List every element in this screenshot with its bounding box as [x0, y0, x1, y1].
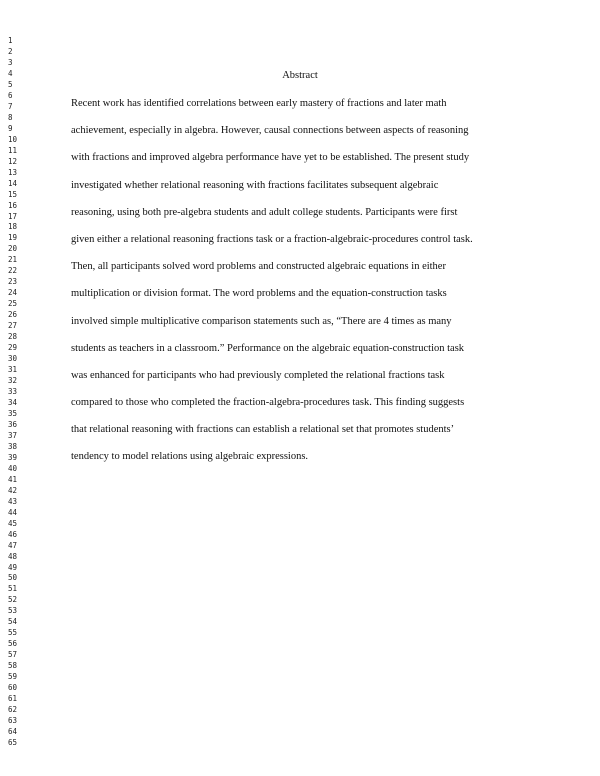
line-number: 65	[8, 738, 18, 747]
line-number: 45	[8, 518, 18, 528]
line-number: 43	[8, 496, 18, 506]
abstract-line: Recent work has identified correlations between early mastery of fractions and later math	[71, 98, 447, 109]
line-number: 36	[8, 419, 18, 429]
line-number: 4	[8, 68, 13, 78]
line-number-gutter	[8, 36, 34, 749]
line-number: 13	[8, 167, 18, 177]
line-number: 47	[8, 540, 18, 550]
line-number: 37	[8, 430, 18, 440]
abstract-line: was enhanced for participants who had previously completed the relational fractions task	[71, 369, 445, 381]
line-number: 31	[8, 365, 18, 375]
line-number: 14	[8, 178, 18, 188]
abstract-line: that relational reasoning with fractions can establish a relational set that promotes students’	[71, 424, 455, 436]
line-number: 49	[8, 562, 18, 572]
line-number: 24	[8, 288, 18, 298]
line-number: 29	[8, 343, 18, 353]
abstract-line: students as teachers in a classroom.” Performance on the algebraic equation-construction task	[71, 342, 465, 354]
line-number: 12	[8, 156, 18, 166]
line-number: 18	[8, 222, 18, 232]
line-number: 44	[8, 507, 18, 517]
line-number: 20	[8, 244, 18, 254]
line-number: 61	[8, 694, 18, 704]
line-number: 52	[8, 595, 18, 605]
abstract-line: investigated whether relational reasoning with fractions facilitates subsequent algebraic	[71, 179, 439, 191]
line-number: 17	[8, 211, 18, 221]
abstract-line: multiplication or division format. The word problems and the equation-construction tasks	[71, 288, 447, 300]
line-number: 27	[8, 321, 18, 331]
line-number: 25	[8, 299, 18, 309]
abstract-line: with fractions and improved algebra performance have yet to be established. The present study	[71, 152, 470, 164]
line-number: 30	[8, 354, 18, 364]
line-number: 26	[8, 310, 18, 320]
line-number: 55	[8, 628, 18, 638]
line-number: 28	[8, 332, 18, 342]
line-number: 60	[8, 683, 18, 693]
line-number: 51	[8, 584, 18, 594]
line-number: 58	[8, 661, 18, 671]
abstract-heading: Abstract	[282, 70, 318, 81]
line-number: 63	[8, 716, 18, 726]
abstract-line: achievement, especially in algebra. However, causal connections between aspects of reasoning	[71, 125, 469, 137]
abstract-line: reasoning, using both pre-algebra students and adult college students. Participants were first	[71, 206, 458, 218]
line-number: 16	[8, 200, 18, 210]
line-number: 22	[8, 266, 18, 276]
line-number: 21	[8, 255, 18, 265]
line-number: 1	[8, 36, 13, 45]
line-number: 19	[8, 233, 18, 243]
line-number: 32	[8, 376, 18, 386]
line-number: 53	[8, 606, 18, 616]
line-number: 7	[8, 101, 13, 111]
line-number: 35	[8, 408, 18, 418]
line-number: 2	[8, 46, 13, 56]
line-number: 11	[8, 145, 18, 155]
line-number: 15	[8, 189, 18, 199]
line-number: 62	[8, 705, 18, 715]
line-number: 41	[8, 474, 18, 484]
line-number: 9	[8, 123, 13, 133]
line-number: 64	[8, 727, 18, 737]
line-number: 38	[8, 441, 18, 451]
line-number: 5	[8, 79, 13, 89]
abstract-line: tendency to model relations using algebraic expressions.	[71, 451, 309, 463]
line-number: 6	[8, 90, 13, 100]
line-number: 40	[8, 463, 18, 473]
line-number: 39	[8, 452, 18, 462]
line-number: 8	[8, 112, 13, 122]
abstract-line: compared to those who completed the fraction-algebra-procedures task. This finding suggests	[71, 397, 465, 409]
abstract-line: Then, all participants solved word problems and constructed algebraic equations in either	[71, 261, 446, 273]
line-number: 33	[8, 387, 18, 396]
line-number: 59	[8, 672, 18, 682]
line-number: 10	[8, 134, 18, 144]
line-number: 56	[8, 639, 18, 649]
line-number: 46	[8, 529, 18, 539]
line-number: 42	[8, 485, 18, 495]
abstract-line: given either a relational reasoning fractions task or a fraction-algebraic-procedures control task.	[71, 233, 473, 245]
line-number: 23	[8, 277, 18, 287]
abstract-body	[71, 96, 531, 477]
line-number: 54	[8, 617, 18, 627]
line-number: 34	[8, 397, 18, 407]
line-number: 48	[8, 551, 18, 561]
line-number: 3	[8, 57, 13, 67]
line-number: 50	[8, 573, 18, 583]
abstract-line: involved simple multiplicative comparison statements such as, “There are 4 times as many	[71, 315, 452, 327]
line-number: 57	[8, 650, 18, 660]
